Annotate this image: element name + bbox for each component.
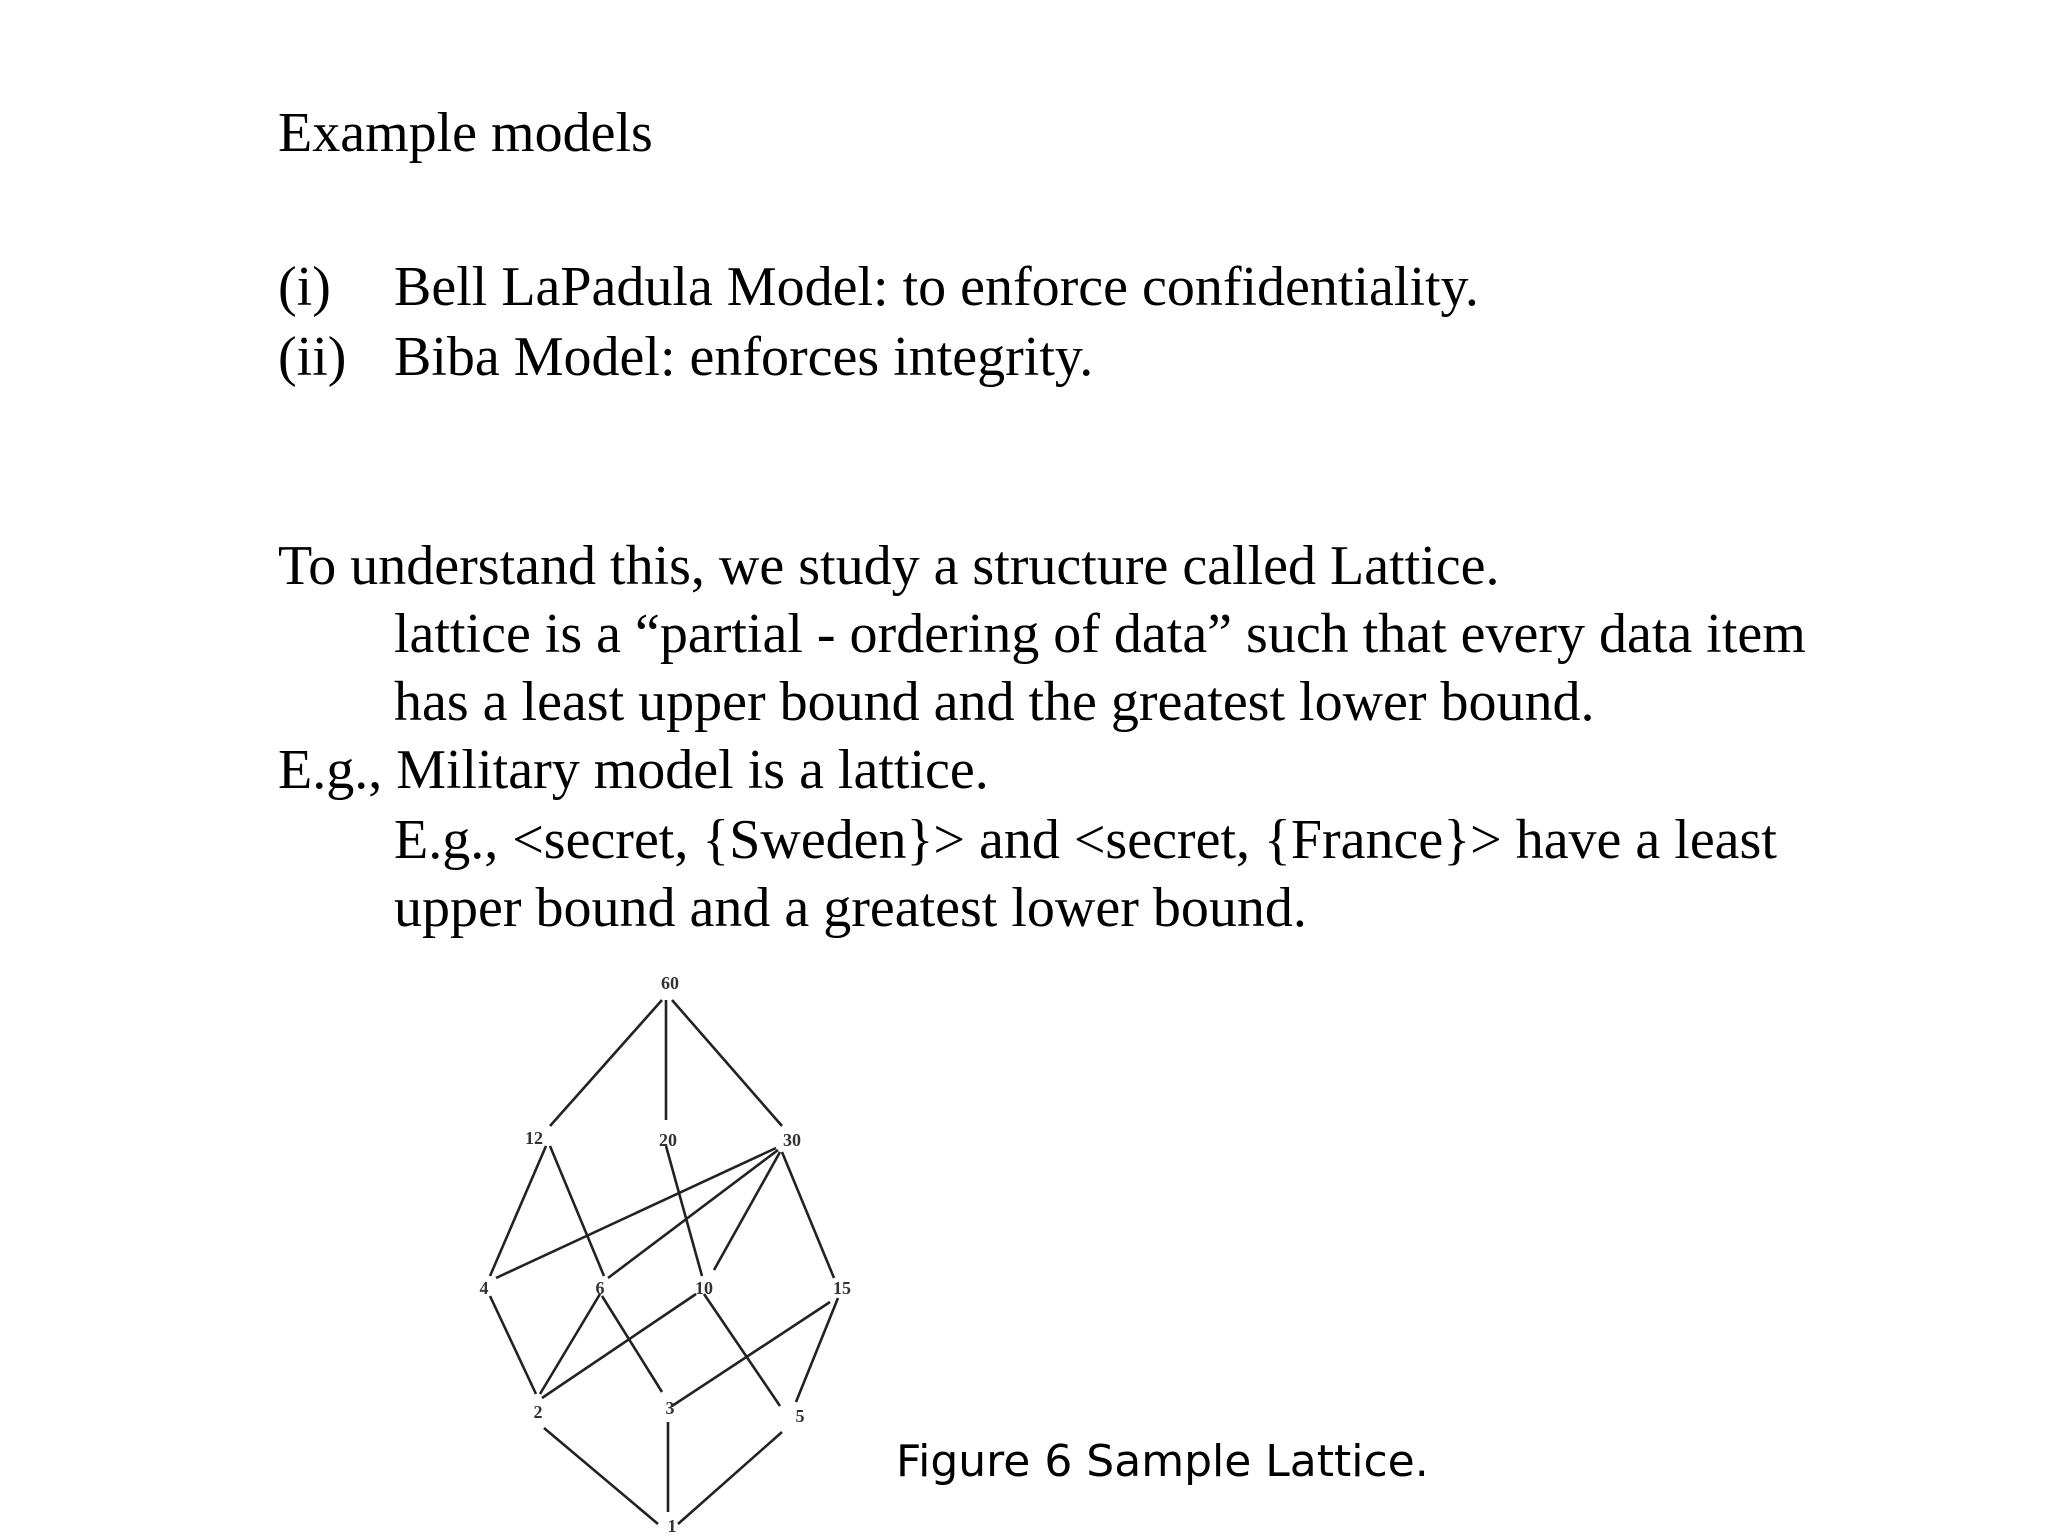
model-item-text: Biba Model: enforces integrity. (394, 326, 1094, 388)
edge-5-1 (678, 1432, 782, 1524)
model-item-blp (278, 252, 1479, 322)
intro-text: To understand this, we study a structure called Lattice. (278, 535, 1500, 597)
model-item-biba (278, 322, 1093, 392)
lattice-node-6: 6 (595, 1278, 605, 1298)
lattice-node-12: 12 (525, 1128, 543, 1148)
figure-caption: Figure 6 Sample Lattice. (896, 1436, 1429, 1487)
lattice-node-20: 20 (659, 1130, 677, 1150)
model-item-text: Bell LaPadula Model: to enforce confidentiality. (394, 256, 1479, 318)
example-detail-line-1: E.g., <secret, {Sweden}> and <secret, {France}> have a least (394, 809, 1777, 871)
edge-60-12 (550, 1000, 662, 1126)
edge-6-3 (602, 1296, 662, 1392)
example-text: E.g., Military model is a lattice. (278, 739, 989, 801)
definition-line-2: has a least upper bound and the greatest lower bound. (394, 671, 1595, 733)
edge-12-6 (550, 1146, 604, 1276)
model-item-number: (i) (278, 256, 331, 318)
lattice-node-30: 30 (783, 1130, 801, 1150)
lattice-diagram (440, 960, 880, 1536)
example-detail-line-2: upper bound and a greatest lower bound. (394, 877, 1307, 939)
edge-15-5 (796, 1298, 838, 1402)
edge-4-2 (490, 1296, 536, 1394)
lattice-node-5: 5 (795, 1406, 805, 1426)
edge-30-10 (714, 1152, 780, 1270)
edge-2-1 (544, 1428, 658, 1524)
lattice-node-2: 2 (533, 1402, 543, 1422)
edge-30-15 (782, 1152, 834, 1278)
lattice-node-1: 1 (667, 1516, 677, 1536)
slide-title: Example models (278, 102, 653, 164)
lattice-node-3: 3 (665, 1398, 675, 1418)
lattice-node-10: 10 (695, 1278, 713, 1298)
lattice-node-4: 4 (479, 1278, 489, 1298)
edge-60-30 (672, 1000, 782, 1126)
edge-12-4 (490, 1146, 546, 1276)
lattice-node-60: 60 (661, 973, 679, 993)
model-item-number: (ii) (278, 326, 347, 388)
edge-10-2 (542, 1294, 696, 1398)
definition-line-1: lattice is a “partial - ordering of data” such that every data item (394, 603, 1806, 665)
edge-10-5 (704, 1294, 780, 1406)
edge-15-3 (672, 1302, 830, 1406)
lattice-node-15: 15 (833, 1278, 851, 1298)
